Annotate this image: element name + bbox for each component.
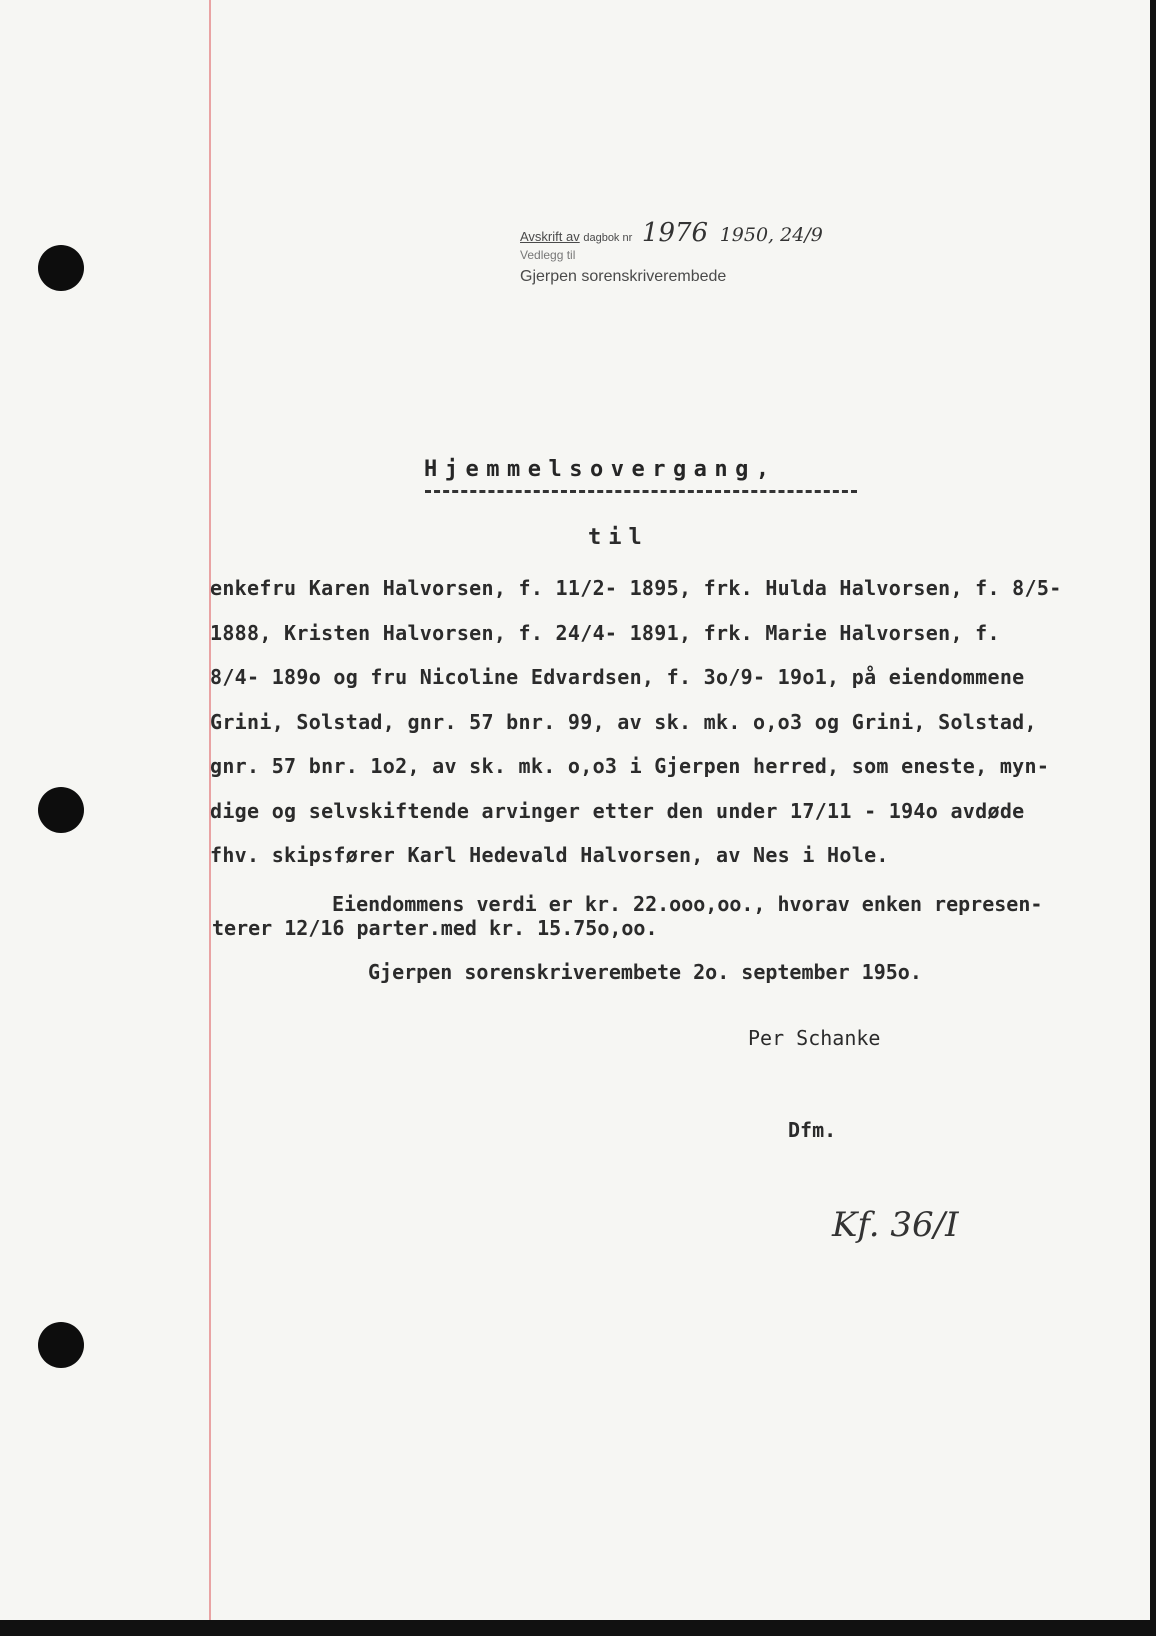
signer-name: Per Schanke: [748, 1026, 881, 1050]
body-line: gnr. 57 bnr. 1o2, av sk. mk. o,o3 i Gjerpen herred, som eneste, myn-: [210, 754, 1050, 778]
handwritten-number: 1976: [641, 218, 709, 248]
value-paragraph: [212, 892, 1132, 940]
handwritten-date: 1950, 24/9: [719, 224, 823, 246]
body-line: Grini, Solstad, gnr. 57 bnr. 99, av sk. mk. o,o3 og Grini, Solstad,: [210, 709, 1037, 734]
body-line: 8/4- 189o og fru Nicoline Edvardsen, f. 3o/9- 19o1, på eiendommene: [210, 665, 1025, 689]
stamp-line-3: Gjerpen sorenskriverembede: [520, 268, 727, 285]
stamp-line-2: Vedlegg til: [520, 248, 576, 262]
punch-hole: [38, 1322, 84, 1368]
document-title: Hjemmelsovergang,: [424, 457, 777, 482]
value-line: terer 12/16 parter.med kr. 15.75o,oo.: [212, 916, 658, 940]
body-line: dige og selvskiftende arvinger etter den under 17/11 - 194o avdøde: [210, 798, 1025, 823]
stamp-line-1: [520, 218, 823, 248]
stamp-mid: dagbok nr: [583, 232, 633, 244]
document-body: [210, 566, 1130, 878]
punch-hole: [38, 245, 84, 291]
title-underline: [425, 490, 857, 493]
value-line: Eiendommens verdi er kr. 22.ooo,oo., hvorav enken represen-: [332, 892, 1043, 916]
to-label: til: [588, 525, 649, 550]
registry-stamp: [520, 218, 823, 286]
place-and-date: Gjerpen sorenskriverembete 2o. september 195o.: [368, 960, 922, 984]
stamp-prefix: Avskrift av: [520, 229, 580, 244]
body-line: fhv. skipsfører Karl Hedevald Halvorsen, av Nes i Hole.: [210, 843, 889, 867]
dfm-mark: Dfm.: [788, 1118, 837, 1142]
body-line: enkefru Karen Halvorsen, f. 11/2- 1895, frk. Hulda Halvorsen, f. 8/5-: [210, 576, 1062, 600]
handwritten-initials: Kf. 36/I: [832, 1205, 959, 1245]
body-line: 1888, Kristen Halvorsen, f. 24/4- 1891, frk. Marie Halvorsen, f.: [210, 620, 1000, 645]
punch-hole: [38, 787, 84, 833]
